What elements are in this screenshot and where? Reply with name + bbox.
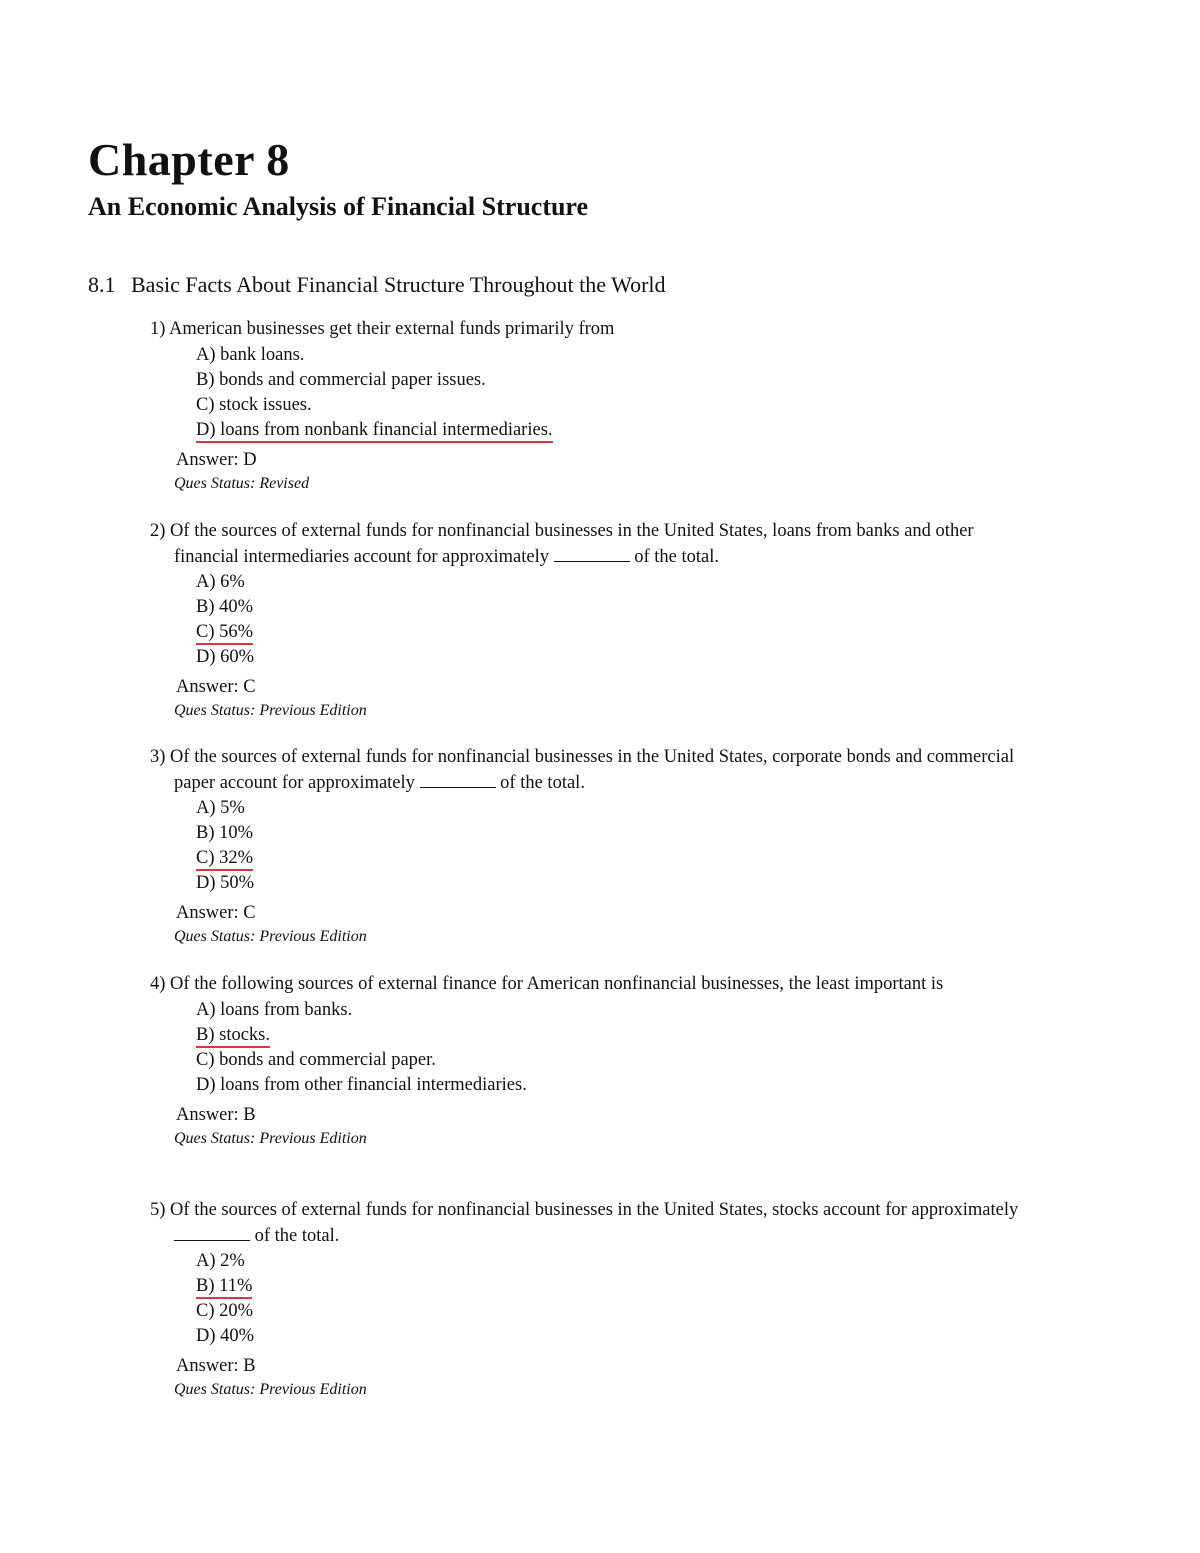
question-5 <box>150 1198 1020 1401</box>
question-status: Ques Status: Previous Edition <box>174 702 367 719</box>
question-stem: 2) Of the sources of external funds for nonfinancial businesses in the United States, loans from banks and other financial intermediaries account for approximately of the total. <box>150 521 974 567</box>
option-b: B) 40% <box>196 597 254 617</box>
option-b: B) bonds and commercial paper issues. <box>196 369 486 390</box>
option-a: A) bank loans. <box>196 344 305 365</box>
question-2 <box>150 519 1020 722</box>
section-title: Basic Facts About Financial Structure Throughout the World <box>131 272 666 297</box>
red-underline-mark: B) stocks. <box>196 1025 270 1048</box>
answer-line: Answer: D <box>176 449 257 470</box>
option-c: C) stock issues. <box>196 394 312 415</box>
option-d: D) 60% <box>196 647 255 667</box>
question-status: Ques Status: Revised <box>174 474 310 492</box>
question-1 <box>150 317 1020 495</box>
option-a: A) loans from banks. <box>196 999 353 1020</box>
answer-line: Answer: C <box>176 677 256 697</box>
option-c <box>150 846 1020 871</box>
fill-in-blank <box>554 545 630 562</box>
option-d: D) 40% <box>196 1326 255 1346</box>
answer-line: Answer: B <box>176 1104 256 1125</box>
option-a: A) 6% <box>196 572 245 592</box>
option-d: D) loans from other financial intermediaries. <box>196 1074 527 1095</box>
option-c: C) bonds and commercial paper. <box>196 1049 436 1070</box>
option-d <box>150 418 1020 443</box>
answer-line: Answer: C <box>176 903 256 923</box>
chapter-title: Chapter 8 <box>88 134 290 185</box>
red-underline-mark: B) 11% <box>196 1276 252 1299</box>
option-b <box>150 1023 1020 1048</box>
option-a: A) 2% <box>196 1251 245 1271</box>
question-status: Ques Status: Previous Edition <box>174 1381 367 1398</box>
option-c: C) 20% <box>196 1301 254 1321</box>
option-d: D) 50% <box>196 873 255 893</box>
red-underline-mark: D) loans from nonbank financial intermediaries. <box>196 420 553 443</box>
question-status: Ques Status: Previous Edition <box>174 1129 367 1147</box>
fill-in-blank <box>420 771 496 788</box>
answer-line: Answer: B <box>176 1356 256 1376</box>
red-underline-mark: C) 32% <box>196 848 253 871</box>
question-status: Ques Status: Previous Edition <box>174 928 367 945</box>
chapter-subtitle: An Economic Analysis of Financial Structure <box>88 192 589 221</box>
option-b <box>150 1274 1020 1299</box>
question-4 <box>150 972 1020 1150</box>
question-stem: 4) Of the following sources of external finance for American nonfinancial businesses, the least important is <box>150 974 944 994</box>
question-stem: 5) Of the sources of external funds for nonfinancial businesses in the United States, stocks account for approximately of the total. <box>150 1200 1019 1246</box>
option-c <box>150 620 1020 645</box>
section-heading <box>88 270 666 300</box>
question-3 <box>150 745 1020 948</box>
red-underline-mark: C) 56% <box>196 622 253 645</box>
question-stem: 3) Of the sources of external funds for nonfinancial businesses in the United States, corporate bonds and commercial paper account for approximately of the total. <box>150 747 1015 793</box>
question-stem: 1) American businesses get their external funds primarily from <box>150 319 615 339</box>
option-a: A) 5% <box>196 798 245 818</box>
fill-in-blank <box>174 1224 250 1241</box>
section-number: 8.1 <box>88 272 116 297</box>
option-b: B) 10% <box>196 823 254 843</box>
